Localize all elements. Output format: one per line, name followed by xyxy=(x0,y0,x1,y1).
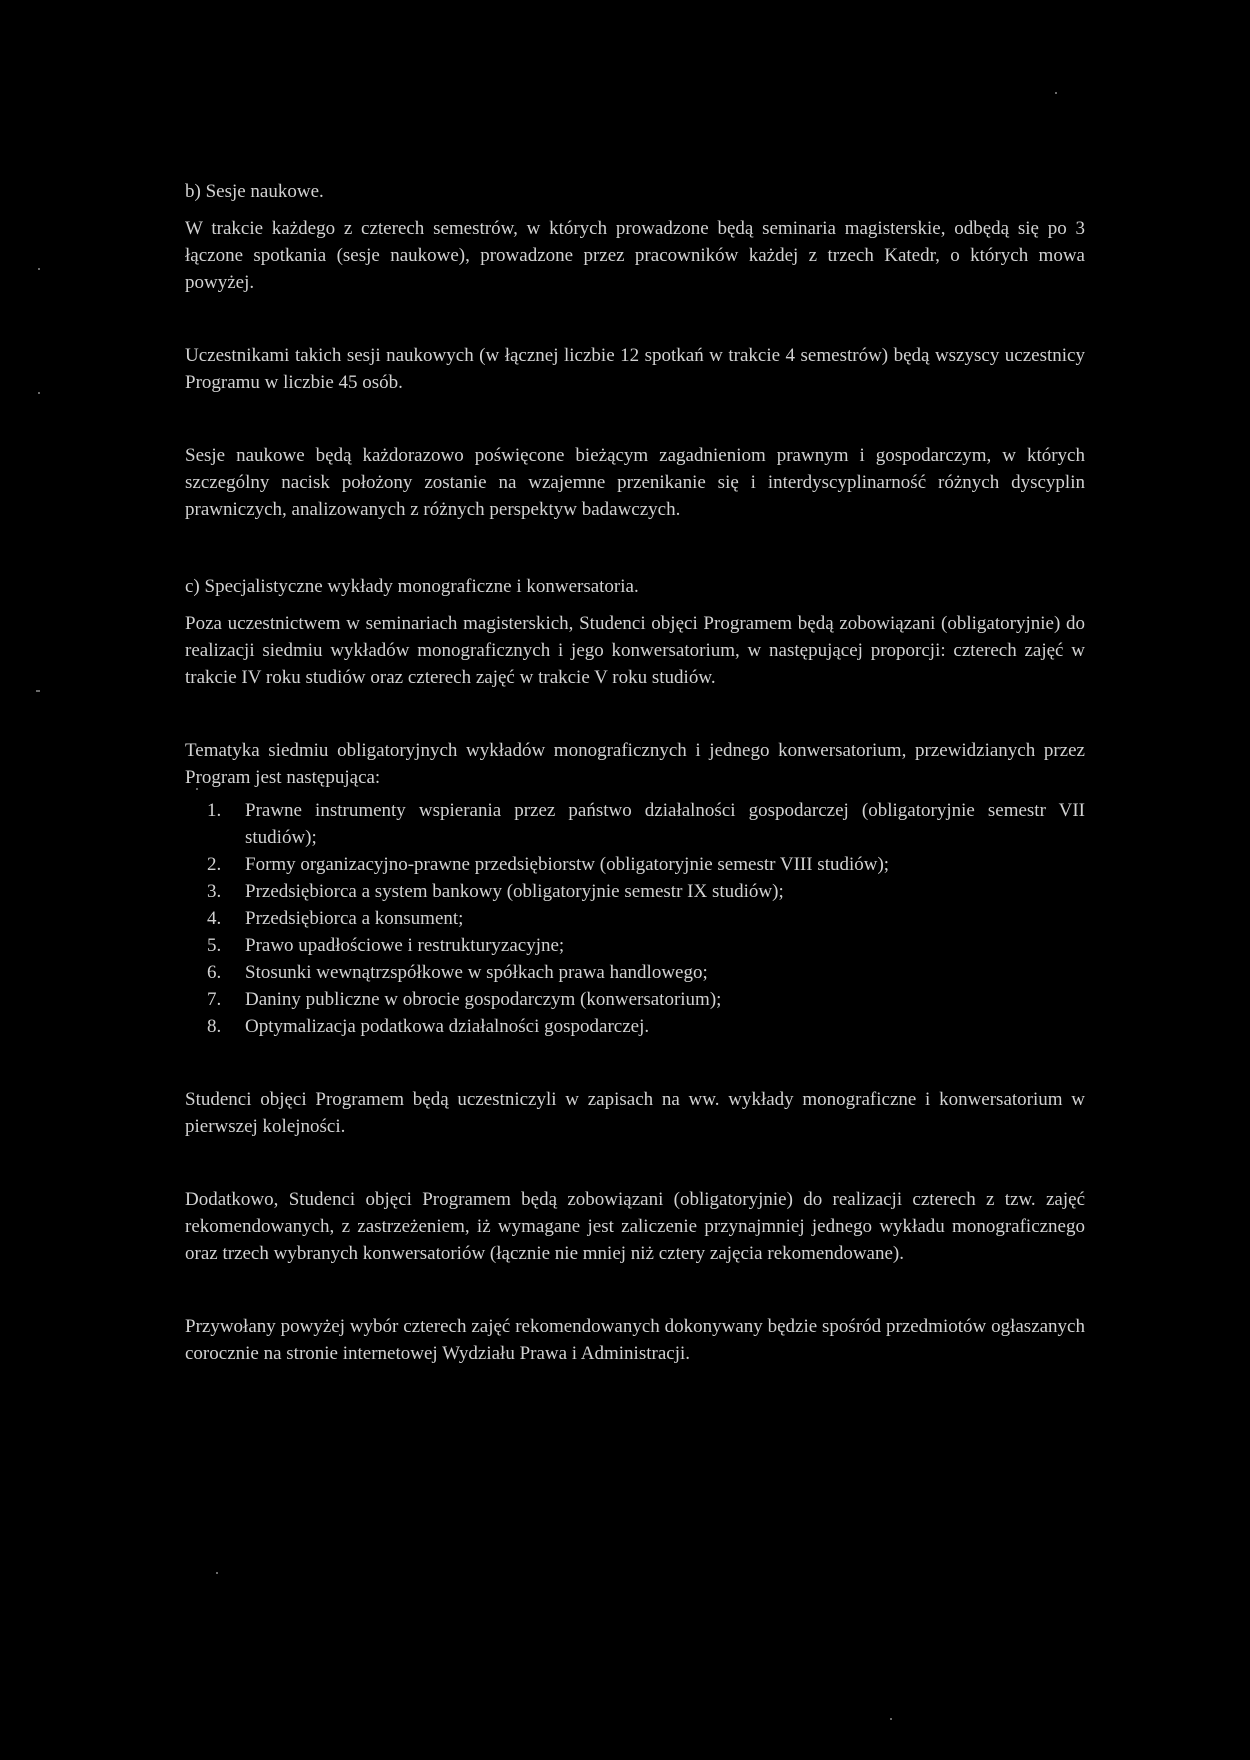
section-b-paragraph-3: Sesje naukowe będą każdorazowo poświęcone bieżącym zagadnieniom prawnym i gospodarczym, w których szczególny nacisk położony zostanie na wzajemne przenikanie się i interdyscyplinarność różnych dyscyplin prawniczych, analizowanych z różnych perspektyw badawczych. xyxy=(185,445,1085,520)
section-c-paragraph-4: Dodatkowo, Studenci objęci Programem będą zobowiązani (obligatoryjnie) do realizacji czterech z tzw. zajęć rekomendowanych, z zastrzeżeniem, iż wymagane jest zaliczenie przynajmniej jednego wykładu monograficznego oraz trzech wybranych konwersatoriów (łącznie nie mniej niż cztery zajęcia rekomendowane). xyxy=(185,1189,1085,1264)
list-item-text: Formy organizacyjno-prawne przedsiębiorstw (obligatoryjnie semestr VIII studiów); xyxy=(245,854,890,875)
list-item xyxy=(207,932,1085,959)
scan-speck xyxy=(216,1572,218,1574)
list-item-number: 5. xyxy=(207,935,222,956)
scan-speck xyxy=(38,268,40,270)
section-b-paragraph-1: W trakcie każdego z czterech semestrów, w których prowadzone będą seminaria magisterskie, odbędą się po 3 łączone spotkania (sesje naukowe), prowadzone przez pracowników każdej z trzech Katedr, o których mowa powyżej. xyxy=(185,218,1085,293)
scan-speck xyxy=(38,392,40,394)
list-item-text: Przedsiębiorca a system bankowy (obligatoryjnie semestr IX studiów); xyxy=(245,881,784,902)
list-item-text: Daniny publiczne w obrocie gospodarczym (konwersatorium); xyxy=(245,989,722,1010)
section-c-paragraph-5: Przywołany powyżej wybór czterech zajęć rekomendowanych dokonywany będzie spośród przedmiotów ogłaszanych corocznie na stronie internetowej Wydziału Prawa i Administracji. xyxy=(185,1316,1085,1364)
list-item-number: 6. xyxy=(207,962,222,983)
section-b-heading: b) Sesje naukowe. xyxy=(185,181,324,202)
list-item xyxy=(207,878,1085,905)
section-b-paragraph-2: Uczestnikami takich sesji naukowych (w łącznej liczbie 12 spotkań w trakcie 4 semestrów) będą wszyscy uczestnicy Programu w liczbie 45 osób. xyxy=(185,345,1085,393)
list-item-number: 3. xyxy=(207,881,222,902)
list-item-text: Przedsiębiorca a konsument; xyxy=(245,908,464,929)
section-c-paragraph-2: Tematyka siedmiu obligatoryjnych wykładów monograficznych i jednego konwersatorium, przewidzianych przez Program jest następująca: xyxy=(185,740,1085,788)
list-item-text: Stosunki wewnątrzspółkowe w spółkach prawa handlowego; xyxy=(245,962,708,983)
scan-speck xyxy=(36,690,40,692)
list-item-number: 8. xyxy=(207,1016,222,1037)
section-c-paragraph-1: Poza uczestnictwem w seminariach magisterskich, Studenci objęci Programem będą zobowiązani (obligatoryjnie) do realizacji siedmiu wykładów monograficznych i jego konwersatorium, w następującej proporcji: czterech zajęć w trakcie IV roku studiów oraz czterech zajęć w trakcie V roku studiów. xyxy=(185,613,1085,688)
list-item-number: 4. xyxy=(207,908,222,929)
list-item xyxy=(207,851,1085,878)
section-c-paragraph-3: Studenci objęci Programem będą uczestniczyli w zapisach na ww. wykłady monograficzne i konwersatorium w pierwszej kolejności. xyxy=(185,1089,1085,1137)
section-c-heading: c) Specjalistyczne wykłady monograficzne i konwersatoria. xyxy=(185,576,639,597)
lecture-topics-list xyxy=(185,797,1085,1040)
list-item-number: 2. xyxy=(207,854,222,875)
scan-speck xyxy=(890,1718,892,1720)
list-item xyxy=(207,959,1085,986)
list-item xyxy=(207,986,1085,1013)
list-item-text: Prawo upadłościowe i restrukturyzacyjne; xyxy=(245,935,565,956)
list-item-number: 1. xyxy=(207,800,222,821)
list-item-text: Optymalizacja podatkowa działalności gospodarczej. xyxy=(245,1016,650,1037)
list-item xyxy=(207,1013,1085,1040)
list-item xyxy=(207,797,1085,851)
document-page xyxy=(185,178,1085,1367)
scan-speck xyxy=(1055,92,1057,94)
list-item xyxy=(207,905,1085,932)
list-item-text: Prawne instrumenty wspierania przez państwo działalności gospodarczej (obligatoryjnie semestr VII studiów); xyxy=(245,800,1085,848)
list-item-number: 7. xyxy=(207,989,222,1010)
